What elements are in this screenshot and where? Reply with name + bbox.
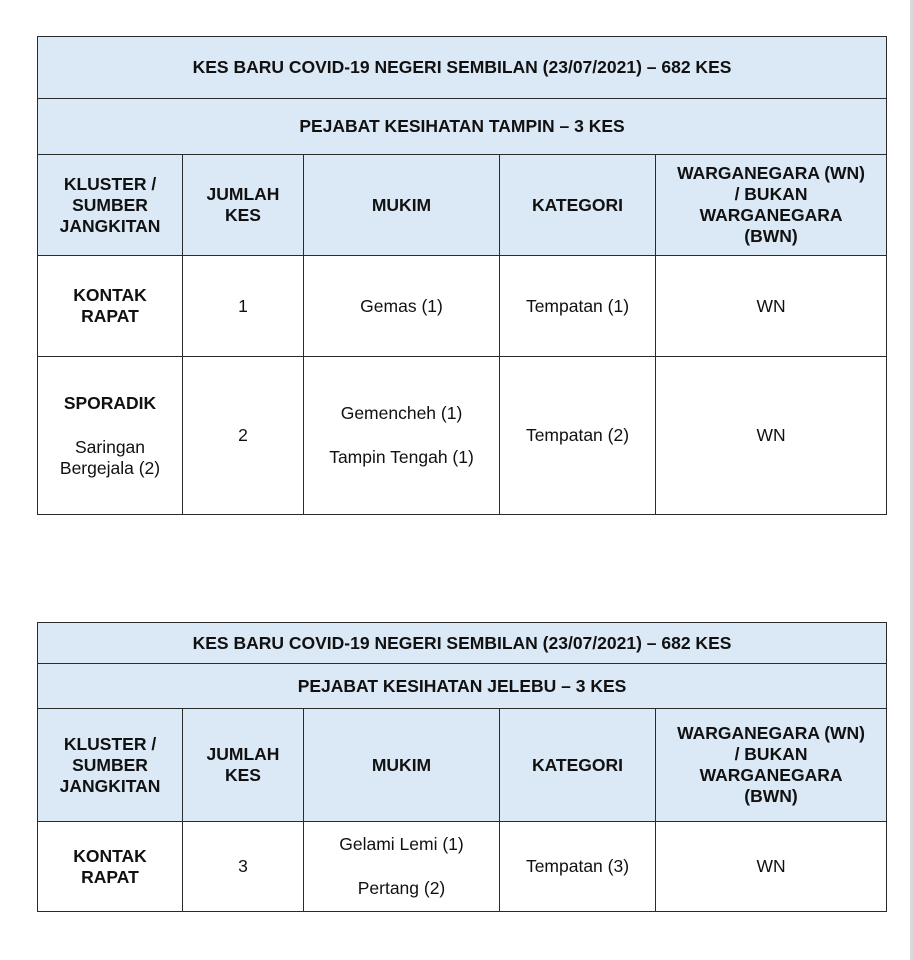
header-kategori: KATEGORI xyxy=(500,709,656,822)
table-row xyxy=(38,357,887,515)
table-title: KES BARU COVID-19 NEGERI SEMBILAN (23/07/2021) – 682 KES xyxy=(38,37,887,99)
jumlah-cell: 2 xyxy=(183,357,304,515)
kategori-cell: Tempatan (3) xyxy=(500,822,656,912)
table-title: KES BARU COVID-19 NEGERI SEMBILAN (23/07/2021) – 682 KES xyxy=(38,623,887,664)
table-row xyxy=(38,256,887,357)
warganegara-cell: WN xyxy=(656,357,887,515)
warganegara-cell: WN xyxy=(656,822,887,912)
kategori-cell: Tempatan (1) xyxy=(500,256,656,357)
office-title: PEJABAT KESIHATAN TAMPIN – 3 KES xyxy=(38,99,887,155)
header-jumlah-kes: JUMLAH KES xyxy=(183,709,304,822)
header-warganegara: WARGANEGARA (WN) / BUKAN WARGANEGARA (BWN) xyxy=(656,155,887,256)
jumlah-cell: 1 xyxy=(183,256,304,357)
table-row xyxy=(38,822,887,912)
header-kategori: KATEGORI xyxy=(500,155,656,256)
tampin-case-table xyxy=(37,36,887,515)
header-mukim: MUKIM xyxy=(304,709,500,822)
jelebu-case-table xyxy=(37,622,887,912)
header-kluster: KLUSTER / SUMBER JANGKITAN xyxy=(38,155,183,256)
mukim-cell: Gemas (1) xyxy=(304,256,500,357)
kluster-cell: KONTAK RAPAT xyxy=(38,822,183,912)
kluster-cell: SPORADIK Saringan Bergejala (2) xyxy=(38,357,183,515)
mukim-cell: Gelami Lemi (1) Pertang (2) xyxy=(304,822,500,912)
warganegara-cell: WN xyxy=(656,256,887,357)
jumlah-cell: 3 xyxy=(183,822,304,912)
header-kluster: KLUSTER / SUMBER JANGKITAN xyxy=(38,709,183,822)
kluster-cell: KONTAK RAPAT xyxy=(38,256,183,357)
header-mukim: MUKIM xyxy=(304,155,500,256)
header-warganegara: WARGANEGARA (WN) / BUKAN WARGANEGARA (BWN) xyxy=(656,709,887,822)
header-jumlah-kes: JUMLAH KES xyxy=(183,155,304,256)
mukim-cell: Gemencheh (1) Tampin Tengah (1) xyxy=(304,357,500,515)
office-title: PEJABAT KESIHATAN JELEBU – 3 KES xyxy=(38,664,887,709)
kategori-cell: Tempatan (2) xyxy=(500,357,656,515)
